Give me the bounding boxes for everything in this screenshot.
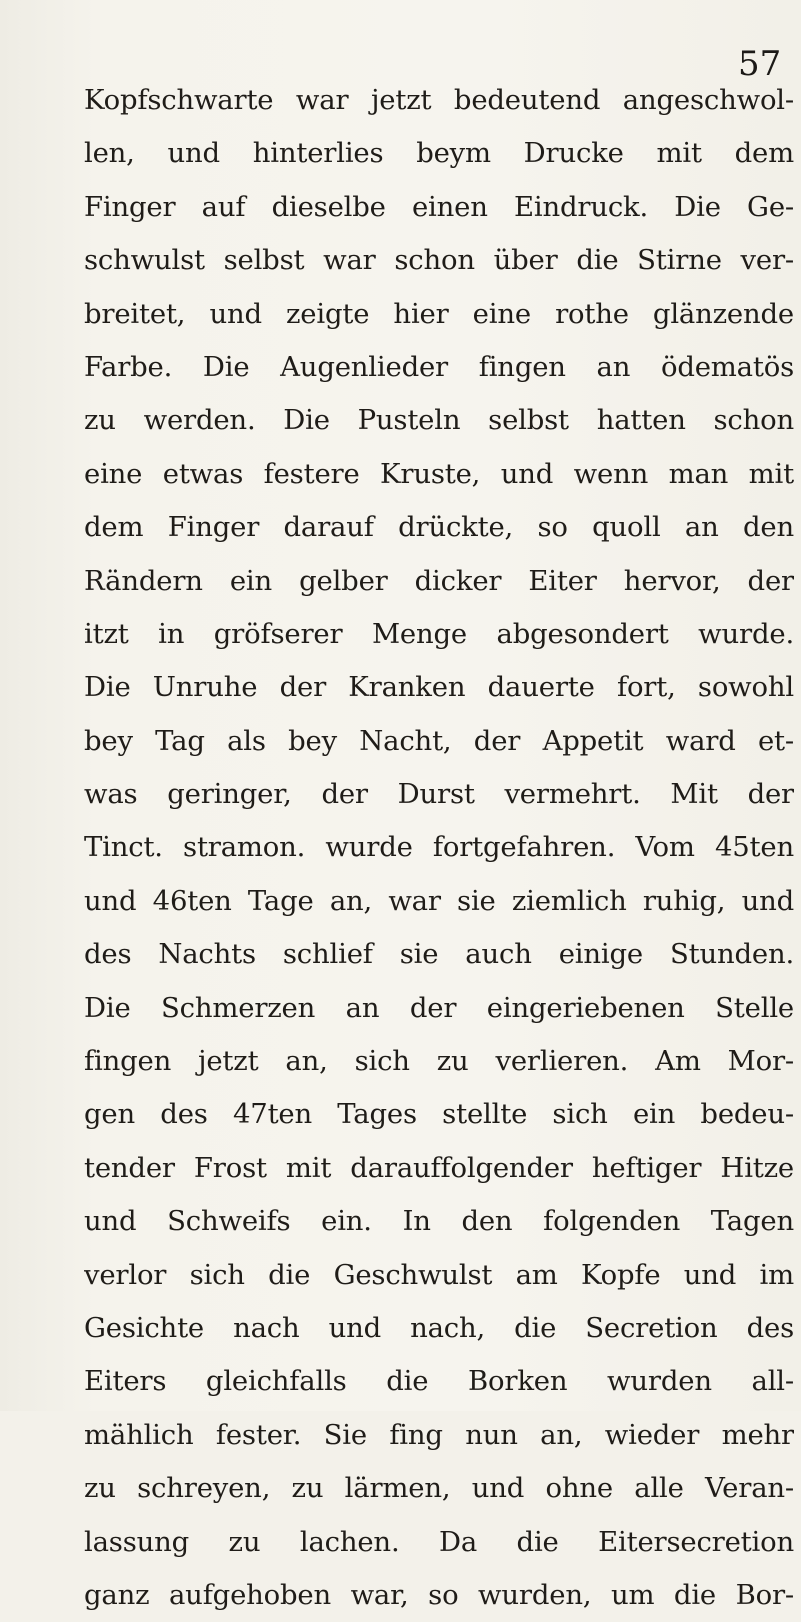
text-line: Tinct. stramon. wurde fortgefahren. Vom 45ten — [84, 831, 794, 864]
text-line: gen des 47ten Tages stellte sich ein bedeu- — [84, 1098, 794, 1131]
text-line: und Schweifs ein. In den folgenden Tagen — [84, 1205, 794, 1238]
text-line: lassung zu lachen. Da die Eitersecretion — [84, 1525, 794, 1558]
text-line: breitet, und zeigte hier eine rothe glänzende — [84, 297, 794, 330]
text-line: len, und hinterlies beym Drucke mit dem — [84, 137, 794, 170]
text-line: was geringer, der Durst vermehrt. Mit der — [84, 778, 794, 811]
text-line: des Nachts schlief sie auch einige Stunden. — [84, 938, 794, 971]
text-line: schwulst selbst war schon über die Stirne ver- — [84, 244, 794, 277]
text-line: eine etwas festere Kruste, und wenn man mit — [84, 457, 794, 490]
text-line: mählich fester. Sie fing nun an, wieder mehr — [84, 1418, 794, 1451]
text-line: Eiters gleichfalls die Borken wurden all- — [84, 1365, 794, 1398]
text-line: und 46ten Tage an, war sie ziemlich ruhig, und — [84, 884, 794, 917]
text-line: tender Frost mit darauffolgender heftiger Hitze — [84, 1151, 794, 1184]
text-line: verlor sich die Geschwulst am Kopfe und im — [84, 1258, 794, 1291]
text-line: Kopfschwarte war jetzt bedeutend angeschwol- — [84, 84, 794, 116]
text-line: Rändern ein gelber dicker Eiter hervor, der — [84, 564, 794, 597]
text-line: dem Finger darauf drückte, so quoll an den — [84, 511, 794, 544]
text-line: Die Unruhe der Kranken dauerte fort, sowohl — [84, 671, 794, 704]
text-line: Die Schmerzen an der eingeriebenen Stelle — [84, 991, 794, 1024]
text-line: Gesichte nach und nach, die Secretion des — [84, 1311, 794, 1344]
body-text — [84, 74, 794, 1622]
text-line: zu schreyen, zu lärmen, und ohne alle Veran- — [84, 1472, 794, 1505]
page-number: 57 — [738, 44, 782, 84]
text-line: Finger auf dieselbe einen Eindruck. Die Ge- — [84, 190, 794, 223]
text-line: Farbe. Die Augenlieder fingen an ödematös — [84, 350, 794, 383]
text-line: itzt in gröfserer Menge abgesondert wurde. — [84, 617, 794, 650]
text-line: fingen jetzt an, sich zu verlieren. Am Mor- — [84, 1045, 794, 1078]
text-line: ganz aufgehoben war, so wurden, um die Bor- — [84, 1578, 794, 1611]
text-line: bey Tag als bey Nacht, der Appetit ward et- — [84, 724, 794, 757]
text-line: zu werden. Die Pusteln selbst hatten schon — [84, 404, 794, 437]
